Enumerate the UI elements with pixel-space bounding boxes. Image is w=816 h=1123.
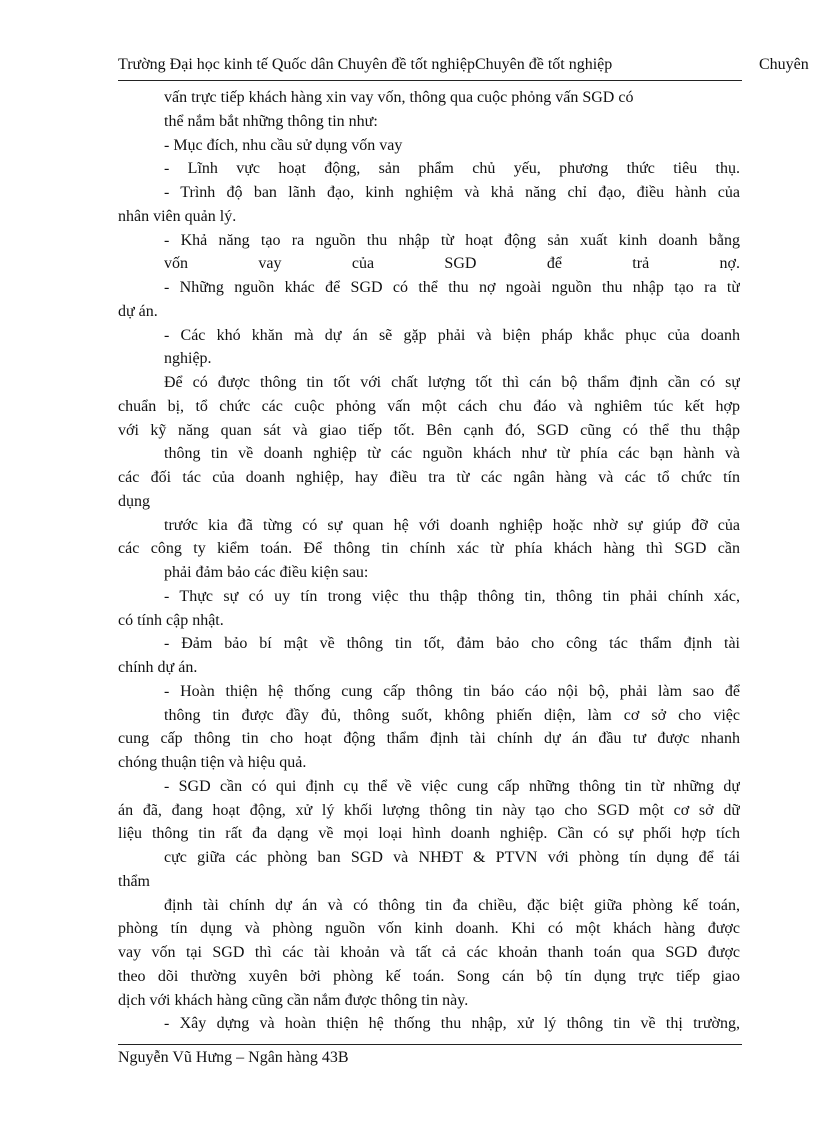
paragraph-line: dụng [118,492,150,510]
paragraph-line: - Các khó khăn mà dự án sẽ gặp phải và biện pháp khắc phục của doanh [164,326,740,344]
footer-rule [118,1044,742,1045]
paragraph-line: - Lĩnh vực hoạt động, sản phẩm chủ yếu, phương thức tiêu thụ. [164,160,740,178]
paragraph-line: nhân viên quản lý. [118,207,237,225]
paragraph-line: cung cấp thông tin cho hoạt động thẩm định tài chính dự án đầu tư được nhanh [118,730,740,748]
paragraph-line: - Những nguồn khác để SGD có thể thu nợ ngoài nguồn thu nhập tạo ra từ [164,279,740,296]
paragraph-line: - Xây dựng và hoàn thiện hệ thống thu nhập, xử lý thông tin về thị trường, [164,1015,740,1033]
paragraph-line: - Khả năng tạo ra nguồn thu nhập từ hoạt động sản xuất kinh doanh bằng [164,231,740,249]
paragraph-line: thông tin về doanh nghiệp từ các nguồn khách như từ phía các bạn hành và [164,445,740,463]
paragraph-line: các đối tác của doanh nghiệp, hay điều tra từ các ngân hàng và các tổ chức tín [118,469,740,486]
paragraph-line: Để có được thông tin tốt với chất lượng tốt thì cán bộ thẩm định cần có sự [164,374,740,391]
paragraph-line: các công ty kiểm toán. Để thông tin chính xác từ phía khách hàng thì SGD cần [118,540,740,558]
paragraph-line: vấn trực tiếp khách hàng xin vay vốn, thông qua cuộc phỏng vấn SGD có [164,89,634,106]
paragraph-line: thẩm [118,872,150,890]
paragraph-line: chóng thuận tiện và hiệu quả. [118,754,307,771]
paragraph-line: chuẩn bị, tổ chức các cuộc phỏng vấn một cách chu đáo và nghiêm túc kết hợp [118,397,740,415]
paragraph-line: - Mục đích, nhu cầu sử dụng vốn vay [164,136,403,154]
paragraph-line: án đã, đang hoạt động, xử lý khối lượng thông tin này tạo cho SGD một cơ sở dữ [118,801,740,819]
paragraph-line: dự án. [118,302,158,320]
paragraph-line: phòng tín dụng và phòng nguồn vốn kinh doanh. Khi có một khách hàng được [118,920,740,938]
paragraph-line: - Đảm bảo bí mật về thông tin tốt, đảm bảo cho công tác thẩm định tài [164,635,740,653]
paragraph-line: vốn vay của SGD để trả nợ. [164,255,740,273]
paragraph-line: thông tin được đầy đủ, thông suốt, không phiến diện, làm cơ sở cho việc [164,706,740,724]
header-rule [118,80,742,81]
paragraph-line: có tính cập nhật. [118,611,224,629]
paragraph-line: định tài chính dự án và có thông tin đa chiều, đặc biệt giữa phòng kế toán, [164,896,740,914]
header-right-text: Chuyên [759,56,809,73]
paragraph-line: vay vốn tại SGD thì các tài khoản và tất cả các khoản thanh toán qua SGD được [118,944,740,961]
paragraph-line: - Thực sự có uy tín trong việc thu thập thông tin, thông tin phải chính xác, [164,587,740,605]
paragraph-line: cực giữa các phòng ban SGD và NHĐT & PTVN với phòng tín dụng để tái [164,849,740,866]
paragraph-line: nghiệp. [164,350,212,368]
paragraph-line: với kỹ năng quan sát và giao tiếp tốt. Bên cạnh đó, SGD cũng có thể thu thập [118,421,740,439]
paragraph-line: dịch với khách hàng cũng cần nắm được thông tin này. [118,991,469,1009]
paragraph-line: - Trình độ ban lãnh đạo, kinh nghiệm và khả năng chỉ đạo, điều hành của [164,184,740,201]
paragraph-line: liệu thông tin rất đa dạng về mọi loại hình doanh nghiệp. Cần có sự phối hợp tích [118,825,740,843]
paragraph-line: chính dự án. [118,659,198,676]
paragraph-line: - Hoàn thiện hệ thống cung cấp thông tin báo cáo nội bộ, phải làm sao để [164,682,740,700]
paragraph-line: - SGD cần có qui định cụ thể về việc cung cấp những thông tin từ những dự [164,777,740,795]
paragraph-line: phải đảm bảo các điều kiện sau: [164,564,369,581]
header-title: Trường Đại học kinh tế Quốc dân Chuyên đề tốt nghiệpChuyên đề tốt nghiệp [118,56,613,73]
document-body [118,86,740,1036]
page-header [118,56,816,80]
paragraph-line: trước kia đã từng có sự quan hệ với doanh nghiệp hoặc nhờ sự giúp đỡ của [164,516,740,534]
paragraph-line: thể nắm bắt những thông tin như: [164,112,378,130]
paragraph-line: theo dõi thường xuyên bởi phòng kế toán. Song cán bộ tín dụng trực tiếp giao [118,967,740,985]
page-footer: Nguyễn Vũ Hưng – Ngân hàng 43B [118,1049,349,1066]
